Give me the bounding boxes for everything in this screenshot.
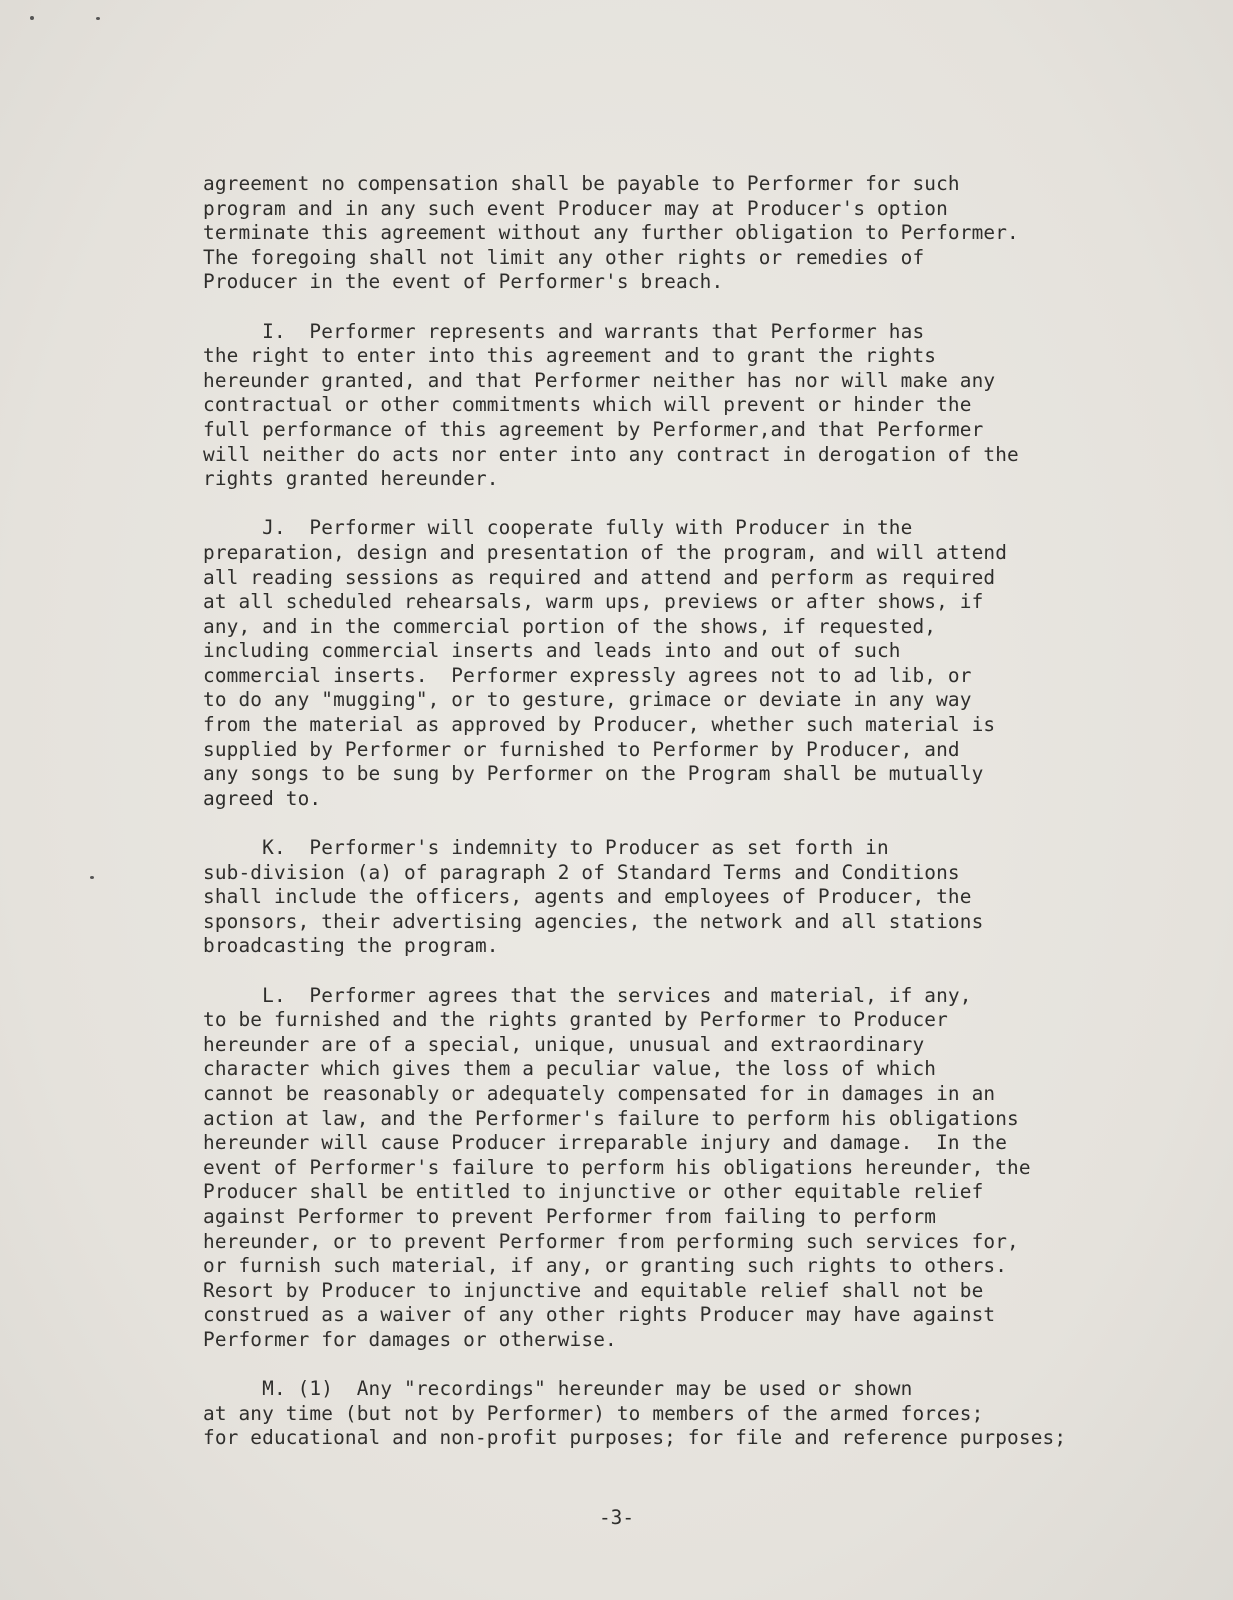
- text-line: agreement no compensation shall be payable to Performer for such: [203, 172, 960, 195]
- text-line: action at law, and the Performer's failure to perform his obligations: [203, 1106, 1019, 1130]
- text-line: shall include the officers, agents and employees of Producer, the: [203, 885, 972, 909]
- text-line: K. Performer's indemnity to Producer as set forth in: [203, 836, 889, 860]
- page-number: -3-: [598, 1506, 635, 1529]
- text-line: the right to enter into this agreement and to grant the rights: [203, 344, 937, 368]
- text-line: sponsors, their advertising agencies, the network and all stations: [203, 909, 984, 933]
- paragraph: [203, 320, 1083, 492]
- paper-speck: [30, 16, 34, 20]
- text-line: program and in any such event Producer may at Producer's option: [203, 196, 948, 220]
- text-line: sub-division (a) of paragraph 2 of Standard Terms and Conditions: [203, 860, 960, 884]
- text-line: any songs to be sung by Performer on the Program shall be mutually: [203, 762, 984, 786]
- text-line: rights granted hereunder.: [203, 467, 499, 491]
- text-line: cannot be reasonably or adequately compensated for in damages in an: [203, 1081, 996, 1105]
- paragraph: [203, 1377, 1083, 1451]
- text-line: from the material as approved by Producer, whether such material is: [203, 713, 996, 737]
- text-line: to be furnished and the rights granted by Performer to Producer: [203, 1008, 948, 1032]
- paragraph: [203, 984, 1083, 1353]
- text-line: all reading sessions as required and attend and perform as required: [203, 565, 996, 589]
- text-line: terminate this agreement without any further obligation to Performer.: [203, 221, 1019, 245]
- text-line: Producer shall be entitled to injunctive or other equitable relief: [203, 1180, 984, 1204]
- text-line: Performer for damages or otherwise.: [203, 1327, 617, 1351]
- text-line: hereunder, or to prevent Performer from performing such services for,: [203, 1229, 1019, 1253]
- paragraph: [203, 172, 1083, 295]
- text-line: I. Performer represents and warrants that Performer has: [203, 319, 925, 343]
- paper-speck: [96, 17, 100, 20]
- text-line: against Performer to prevent Performer from failing to perform: [203, 1204, 937, 1228]
- text-line: any, and in the commercial portion of the shows, if requested,: [203, 614, 937, 638]
- text-line: hereunder will cause Producer irreparable injury and damage. In the: [203, 1131, 1008, 1155]
- text-line: M. (1) Any "recordings" hereunder may be used or shown: [203, 1377, 913, 1401]
- text-line: construed as a waiver of any other rights Producer may have against: [203, 1303, 996, 1327]
- text-line: hereunder granted, and that Performer neither has nor will make any: [203, 368, 996, 392]
- text-line: commercial inserts. Performer expressly agrees not to ad lib, or: [203, 663, 972, 687]
- text-line: full performance of this agreement by Performer,and that Performer: [203, 417, 984, 441]
- text-line: broadcasting the program.: [203, 934, 499, 958]
- text-line: to do any "mugging", or to gesture, grimace or deviate in any way: [203, 688, 972, 712]
- text-line: event of Performer's failure to perform his obligations hereunder, the: [203, 1155, 1031, 1179]
- text-line: preparation, design and presentation of the program, and will attend: [203, 540, 1008, 564]
- text-line: will neither do acts nor enter into any contract in derogation of the: [203, 442, 1019, 466]
- text-line: at all scheduled rehearsals, warm ups, previews or after shows, if: [203, 590, 984, 614]
- text-line: The foregoing shall not limit any other rights or remedies of: [203, 245, 925, 269]
- text-line: or furnish such material, if any, or granting such rights to others.: [203, 1254, 1008, 1278]
- text-line: agreed to.: [203, 786, 322, 810]
- text-line: including commercial inserts and leads into and out of such: [203, 639, 901, 663]
- text-line: supplied by Performer or furnished to Performer by Producer, and: [203, 737, 960, 761]
- text-line: contractual or other commitments which will prevent or hinder the: [203, 393, 972, 417]
- text-line: Resort by Producer to injunctive and equitable relief shall not be: [203, 1278, 984, 1302]
- text-line: character which gives them a peculiar value, the loss of which: [203, 1057, 937, 1081]
- paragraph: [203, 836, 1083, 959]
- text-line: L. Performer agrees that the services and material, if any,: [203, 983, 972, 1007]
- text-line: for educational and non-profit purposes; for file and reference purposes;: [203, 1426, 1067, 1450]
- document-body: [203, 172, 1083, 1475]
- paper-speck: [90, 876, 94, 879]
- paragraph: [203, 516, 1083, 811]
- text-line: at any time (but not by Performer) to members of the armed forces;: [203, 1401, 984, 1425]
- text-line: J. Performer will cooperate fully with Producer in the: [203, 516, 913, 540]
- text-line: hereunder are of a special, unique, unusual and extraordinary: [203, 1032, 925, 1056]
- text-line: Producer in the event of Performer's breach.: [203, 270, 724, 294]
